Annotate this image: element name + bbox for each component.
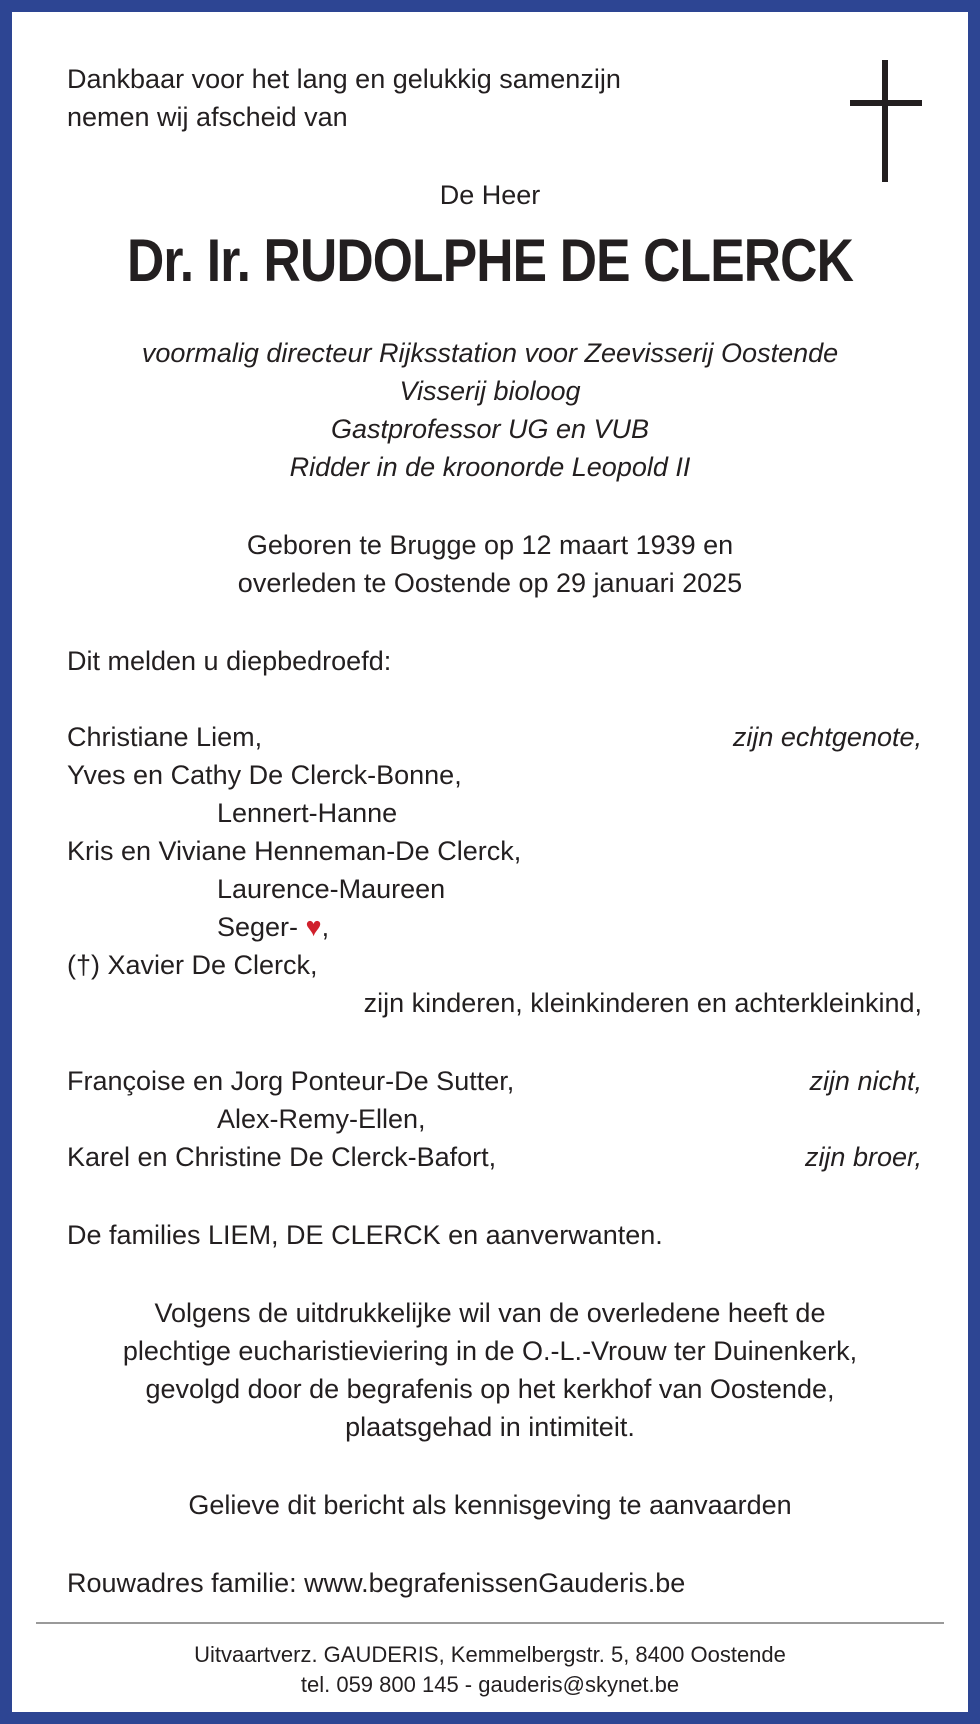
- grandchild-3: [217, 908, 329, 946]
- brother-relation: zijn broer,: [804, 1142, 922, 1172]
- grandchild-1: Lennert-Hanne: [217, 798, 398, 828]
- ceremony-line-4: plaatsgehad in intimiteit.: [345, 1412, 635, 1442]
- child-2: Kris en Viviane Henneman-De Clerck,: [67, 836, 522, 866]
- niece-children: Alex-Remy-Ellen,: [217, 1104, 426, 1134]
- title-line-4: Ridder in de kroonorde Leopold II: [289, 452, 691, 482]
- grandchild-2: Laurence-Maureen: [217, 874, 446, 904]
- brother-name: Karel en Christine De Clerck-Bafort,: [67, 1142, 497, 1172]
- title-line-1: voormalig directeur Rijksstation voor Zeevisserij Oostende: [141, 338, 839, 368]
- grandchild-3-comma: ,: [321, 912, 330, 942]
- niece-relation: zijn nicht,: [809, 1066, 922, 1096]
- ceremony-line-3: gevolgd door de begrafenis op het kerkhof van Oostende,: [145, 1374, 835, 1404]
- cross-icon: [882, 60, 888, 182]
- obituary-card: [12, 12, 968, 1712]
- deceased-name: Dr. Ir. RUDOLPHE DE CLERCK: [127, 227, 853, 294]
- salutation: De Heer: [439, 180, 541, 210]
- cross-icon-bar: [850, 100, 922, 106]
- grandchild-3-name: Seger-: [217, 912, 306, 942]
- death-line: overleden te Oostende op 29 januari 2025: [237, 568, 743, 598]
- ceremony-line-1: Volgens de uitdrukkelijke wil van de overledene heeft de: [154, 1298, 826, 1328]
- footer-divider: [36, 1622, 944, 1624]
- footer-line-1: Uitvaartverz. GAUDERIS, Kemmelbergstr. 5, 8400 Oostende: [194, 1642, 786, 1667]
- footer-line-2: tel. 059 800 145 - gauderis@skynet.be: [300, 1672, 680, 1697]
- spouse-name: Christiane Liem,: [67, 722, 263, 752]
- mourning-address: Rouwadres familie: www.begrafenissenGauderis.be: [67, 1568, 686, 1598]
- families-line: De families LIEM, DE CLERCK en aanverwanten.: [67, 1220, 663, 1250]
- niece-name: Françoise en Jorg Ponteur-De Sutter,: [67, 1066, 515, 1096]
- spouse-relation: zijn echtgenote,: [732, 722, 922, 752]
- child-3: (†) Xavier De Clerck,: [67, 950, 318, 980]
- child-1: Yves en Cathy De Clerck-Bonne,: [67, 760, 462, 790]
- announcement: Dit melden u diepbedroefd:: [67, 646, 392, 676]
- ceremony-line-2: plechtige eucharistieviering in de O.-L.-Vrouw ter Duinenkerk,: [122, 1336, 858, 1366]
- intro-line-1: Dankbaar voor het lang en gelukkig samenzijn: [67, 64, 621, 94]
- heart-icon: ♥: [305, 912, 322, 942]
- title-line-2: Visserij bioloog: [399, 376, 581, 406]
- notice-line: Gelieve dit bericht als kennisgeving te aanvaarden: [188, 1490, 792, 1520]
- intro-line-2: nemen wij afscheid van: [67, 102, 348, 132]
- children-relation: zijn kinderen, kleinkinderen en achterkleinkind,: [363, 988, 922, 1018]
- birth-line: Geboren te Brugge op 12 maart 1939 en: [246, 530, 734, 560]
- title-line-3: Gastprofessor UG en VUB: [330, 414, 650, 444]
